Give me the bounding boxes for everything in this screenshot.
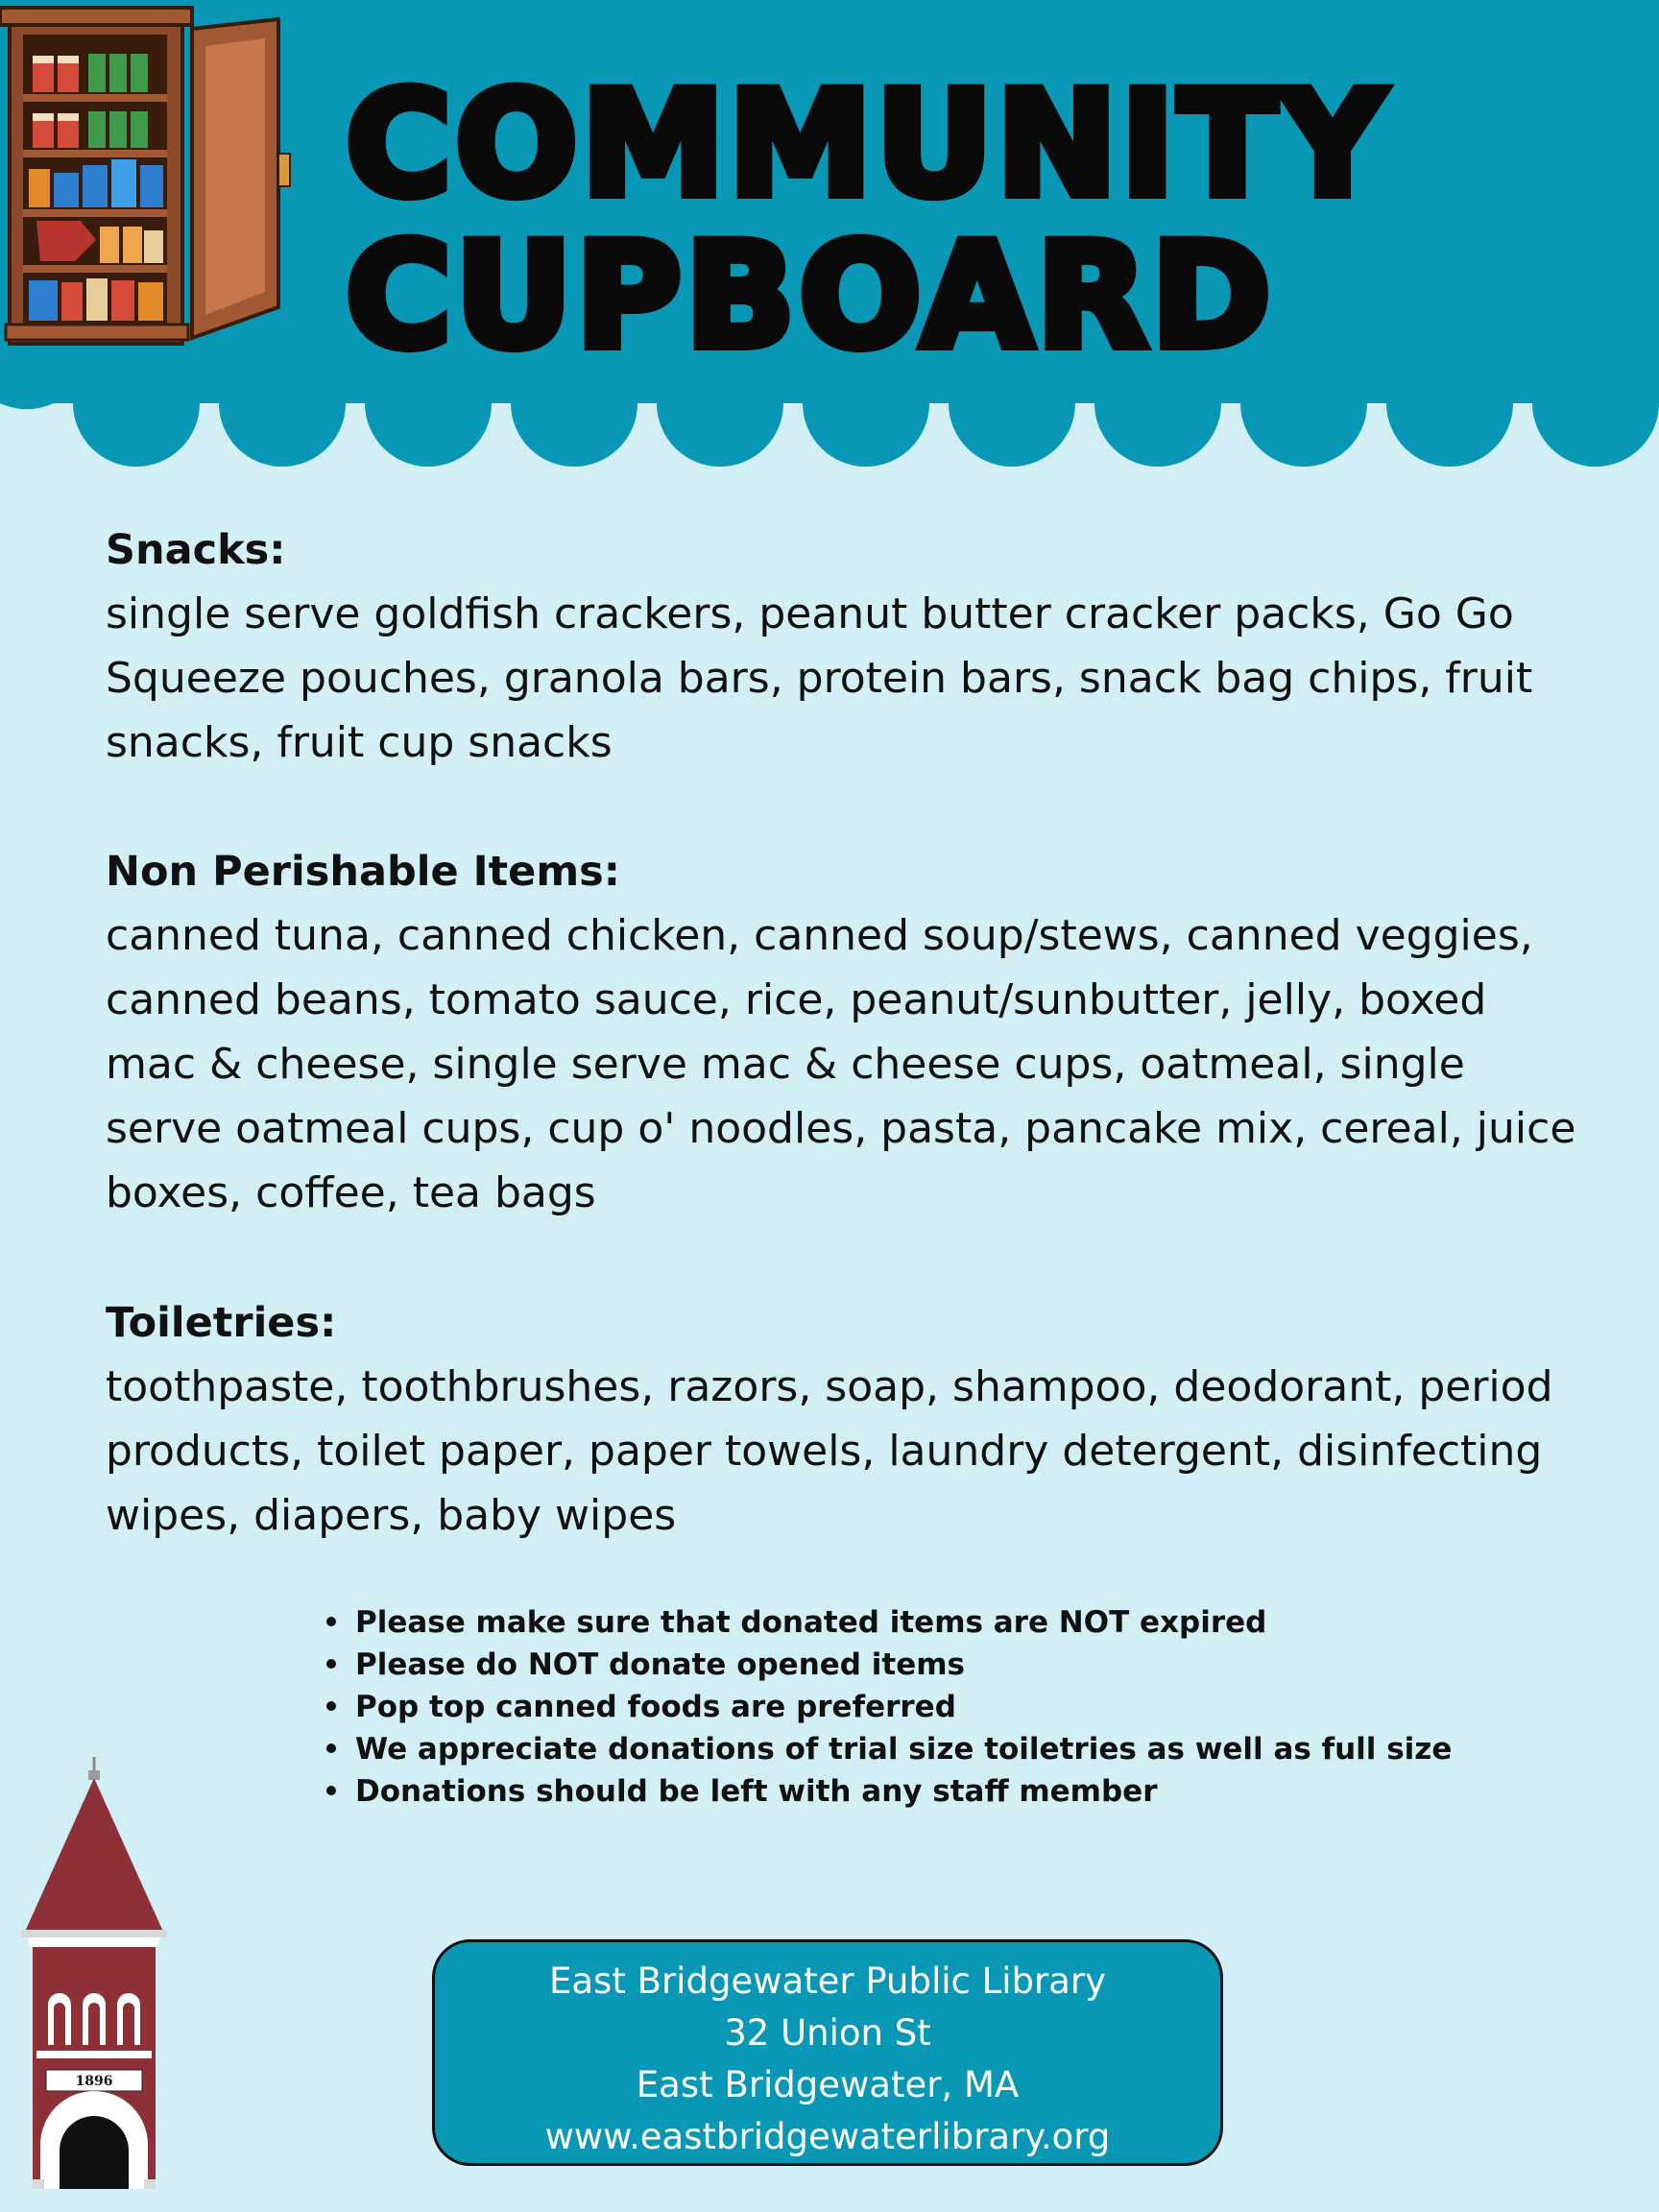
section-heading: Snacks: xyxy=(106,526,286,574)
section-items: single serve goldfish crackers, peanut butter cracker packs, Go Go Squeeze pouches, granola bars, protein bars, snack bag chips, fruit snacks, fruit cup snacks xyxy=(106,589,1533,767)
library-street: 32 Union St xyxy=(724,2012,931,2054)
library-tower-icon xyxy=(19,1757,173,2189)
note-item: Pop top canned foods are preferred xyxy=(325,1686,1452,1728)
section-heading: Non Perishable Items: xyxy=(106,848,620,896)
library-contact-box xyxy=(432,1939,1223,2166)
library-website-link[interactable]: www.eastbridgewaterlibrary.org xyxy=(544,2116,1111,2157)
tower-year: 1896 xyxy=(75,2074,113,2089)
donation-notes-list xyxy=(325,1601,1452,1813)
note-item: Donations should be left with any staff member xyxy=(325,1770,1452,1813)
section-items: canned tuna, canned chicken, canned soup/stews, canned veggies, canned beans, tomato sauce, rice, peanut/sunbutter, jelly, boxed mac & cheese, single serve mac & cheese cups, oatmeal, single serve oatmeal cups, cup o' noodles, pasta, pancake mix, cereal, juice boxes, coffee, tea bags xyxy=(106,911,1576,1217)
pantry-cabinet-icon xyxy=(0,0,298,346)
section-heading: Toiletries: xyxy=(106,1299,337,1347)
note-item: Please make sure that donated items are NOT expired xyxy=(325,1601,1452,1644)
title-line-1: COMMUNITY xyxy=(346,61,1389,228)
section-items: toothpaste, toothbrushes, razors, soap, shampoo, deodorant, period products, toilet paper, paper towels, laundry detergent, disinfecting wipes, diapers, baby wipes xyxy=(106,1362,1553,1540)
section-snacks xyxy=(106,518,1584,775)
note-item: Please do NOT donate opened items xyxy=(325,1644,1452,1686)
library-name: East Bridgewater Public Library xyxy=(548,1960,1107,2002)
title-line-2: CUPBOARD xyxy=(346,213,1275,380)
note-item: We appreciate donations of trial size toiletries as well as full size xyxy=(325,1728,1452,1770)
page-title xyxy=(346,61,1389,380)
library-city: East Bridgewater, MA xyxy=(636,2064,1020,2105)
section-non-perishable xyxy=(106,840,1584,1225)
header-banner xyxy=(0,0,1659,470)
section-toiletries xyxy=(106,1291,1584,1548)
